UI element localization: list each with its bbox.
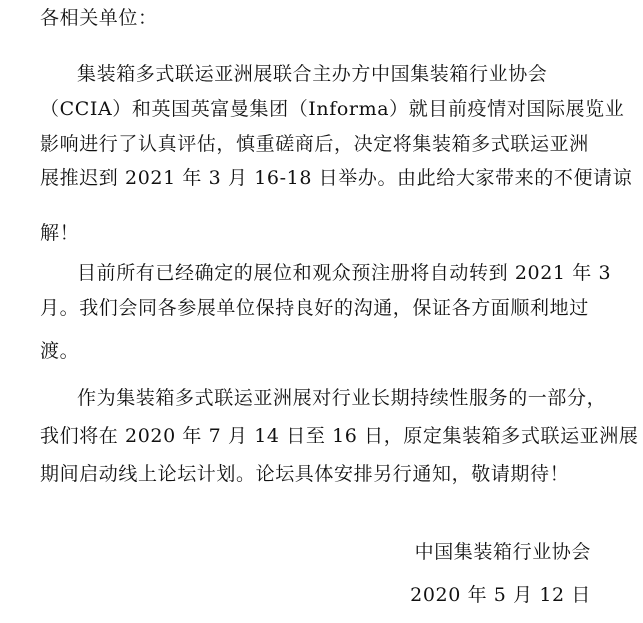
paragraph-3-line-1: 作为集装箱多式联运亚洲展对行业长期持续性服务的一部分， (77, 387, 607, 409)
paragraph-1-line-3: 影响进行了认真评估，慎重磋商后，决定将集装箱多式联运亚洲 (40, 133, 589, 155)
paragraph-3-line-2: 我们将在 2020 年 7 月 14 日至 16 日，原定集装箱多式联运亚洲展 (40, 425, 639, 447)
salutation: 各相关单位： (40, 7, 158, 29)
paragraph-1-line-4: 展推迟到 2021 年 3 月 16-18 日举办。由此给大家带来的不便请谅 (40, 167, 633, 189)
paragraph-2-line-1: 目前所有已经确定的展位和观众预注册将自动转到 2021 年 3 (77, 262, 612, 284)
paragraph-2-line-3: 渡。 (40, 340, 80, 362)
paragraph-1-line-2: （CCIA）和英国英富曼集团（Informa）就目前疫情对国际展览业 (40, 98, 625, 120)
paragraph-1-line-5: 解！ (40, 222, 80, 244)
paragraph-2-line-2: 月。我们会同各参展单位保持良好的沟通，保证各方面顺利地过 (40, 297, 589, 319)
signature-date: 2020 年 5 月 12 日 (410, 584, 591, 606)
paragraph-1-line-1: 集装箱多式联运亚洲展联合主办方中国集装箱行业协会 (77, 63, 548, 85)
signature-organization: 中国集装箱行业协会 (414, 541, 591, 563)
paragraph-3-line-3: 期间启动线上论坛计划。论坛具体安排另行通知，敬请期待！ (40, 463, 570, 485)
